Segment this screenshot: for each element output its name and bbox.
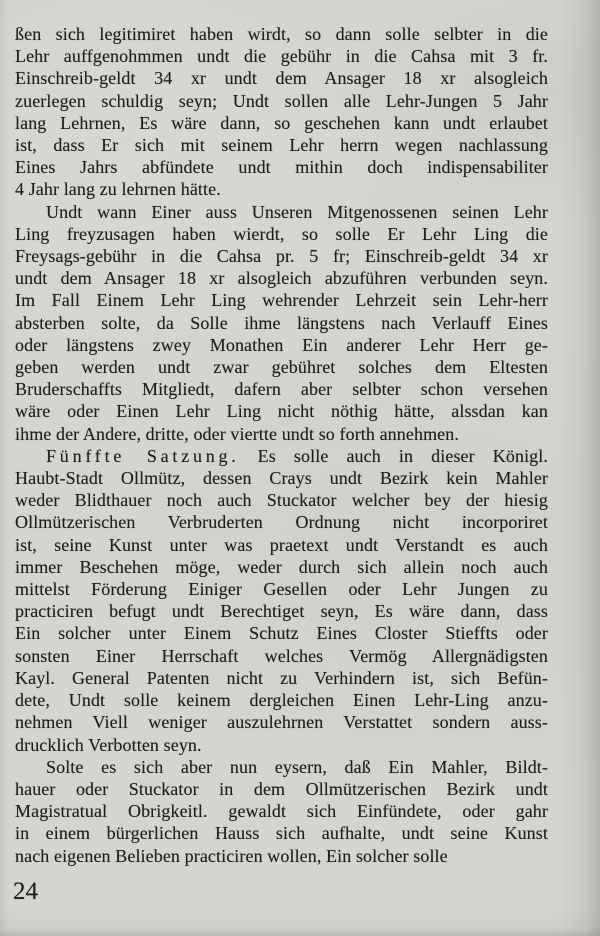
text-line: Freysags-gebühr in die Cahsa pr. 5 fr; Einschreib-geldt 34 xr (15, 246, 548, 267)
text-line: zuerlegen schuldig seyn; Undt sollen alle Lehr-Jungen 5 Jahr (15, 90, 548, 111)
text-line: Eines Jahrs abfündete undt mithin doch indispensabiliter (15, 157, 548, 178)
text-line: Ollmützerischen Verbruderten Ordnung nicht incorporiret (15, 512, 548, 533)
text-line: Magistratual Obrigkeitl. gewaldt sich Einfündete, oder gahr (15, 801, 548, 822)
text-line: absterben solte, da Solle ihme längstens nach Verlauff Eines (15, 312, 548, 333)
text-line: Ein solcher unter Einem Schutz Eines Closter Stieffts oder (15, 623, 548, 644)
paragraph (15, 201, 548, 445)
text-line: dete, Undt solle keinem dergleichen Einen Lehr-Ling anzu- (15, 690, 548, 711)
text-line: nach eigenen Belieben practiciren wollen, Ein solcher solle (15, 845, 448, 866)
text-line: mittelst Förderung Einiger Gesellen oder Lehr Jungen zu (15, 579, 548, 600)
text-line: geben werden undt zwar gebühret solches dem Eltesten (15, 357, 548, 378)
text-line: ßen sich legitimiret haben wirdt, so dann solle selbter in die (15, 24, 548, 44)
page-text (15, 23, 548, 867)
text-line: Undt wann Einer auss Unseren Mitgenossenen seinen Lehr (46, 201, 548, 222)
text-line: ist, dass Er sich mit seinem Lehr herrn wegen nachlassung (15, 135, 548, 156)
text-line: in einem bürgerlichen Hauss sich aufhalte, undt seine Kunst (15, 823, 548, 844)
text-line: hauer oder Stuckator in dem Ollmützerischen Bezirk undt (15, 778, 548, 799)
text-line: nehmen Viell weniger auszulehrnen Verstattet sondern auss- (15, 712, 548, 733)
text-line: drucklich Verbotten seyn. (15, 734, 202, 755)
text-line: Lehr auffgenohmmen undt die gebühr in die Cahsa mit 3 fr. (15, 46, 548, 67)
paragraph (15, 23, 548, 201)
text-line: Solte es sich aber nun eysern, daß Ein Mahler, Bildt- (46, 756, 548, 777)
text-line (15, 445, 548, 467)
text-line: lang Lehrnen, Es wäre dann, so geschehen kann undt erlaubet (15, 112, 548, 133)
text-line: wäre oder Einen Lehr Ling nicht nöthig hätte, alssdan kan (15, 401, 548, 422)
text-line: oder längstens zwey Monathen Ein anderer Lehr Herr ge- (15, 334, 548, 355)
text-line: sonsten Einer Herrschaft welches Vermög Allergnädigsten (15, 645, 548, 666)
text-segment: Es solle auch in dieser Königl. (257, 445, 548, 466)
text-line: 4 Jahr lang zu lehrnen hätte. (15, 179, 221, 200)
paragraph (15, 756, 548, 867)
text-line: practiciren befugt undt Berechtiget seyn, Es wäre dann, dass (15, 601, 548, 622)
text-line: Bruderschaffts Mitgliedt, dafern aber selbter schon versehen (15, 379, 548, 400)
section-heading: Fünffte Satzung. (46, 445, 240, 466)
text-line: Haubt-Stadt Ollmütz, dessen Crays undt Bezirk kein Mahler (15, 468, 548, 489)
text-line: immer Beschehen möge, weder durch sich allein noch auch (15, 556, 548, 577)
text-line: ihme der Andere, dritte, oder viertte undt so forth annehmen. (15, 423, 459, 444)
text-line: Kayl. General Patenten nicht zu Verhindern ist, sich Befün- (15, 667, 548, 688)
page-number: 24 (13, 878, 38, 905)
text-line: undt dem Ansager 18 xr alsogleich abzuführen verbunden seyn. (15, 268, 548, 289)
text-line: ist, seine Kunst unter was praetext undt Verstandt es auch (15, 534, 548, 555)
text-line: Einschreib-geldt 34 xr undt dem Ansager 18 xr alsogleich (15, 68, 548, 89)
paragraph (15, 445, 548, 756)
text-line: Im Fall Einem Lehr Ling wehrender Lehrzeit sein Lehr-herr (15, 290, 548, 311)
text-line: weder Blidthauer noch auch Stuckator welcher bey der hiesig (15, 490, 548, 511)
text-line: Ling freyzusagen haben wierdt, so solle Er Lehr Ling die (15, 223, 548, 244)
